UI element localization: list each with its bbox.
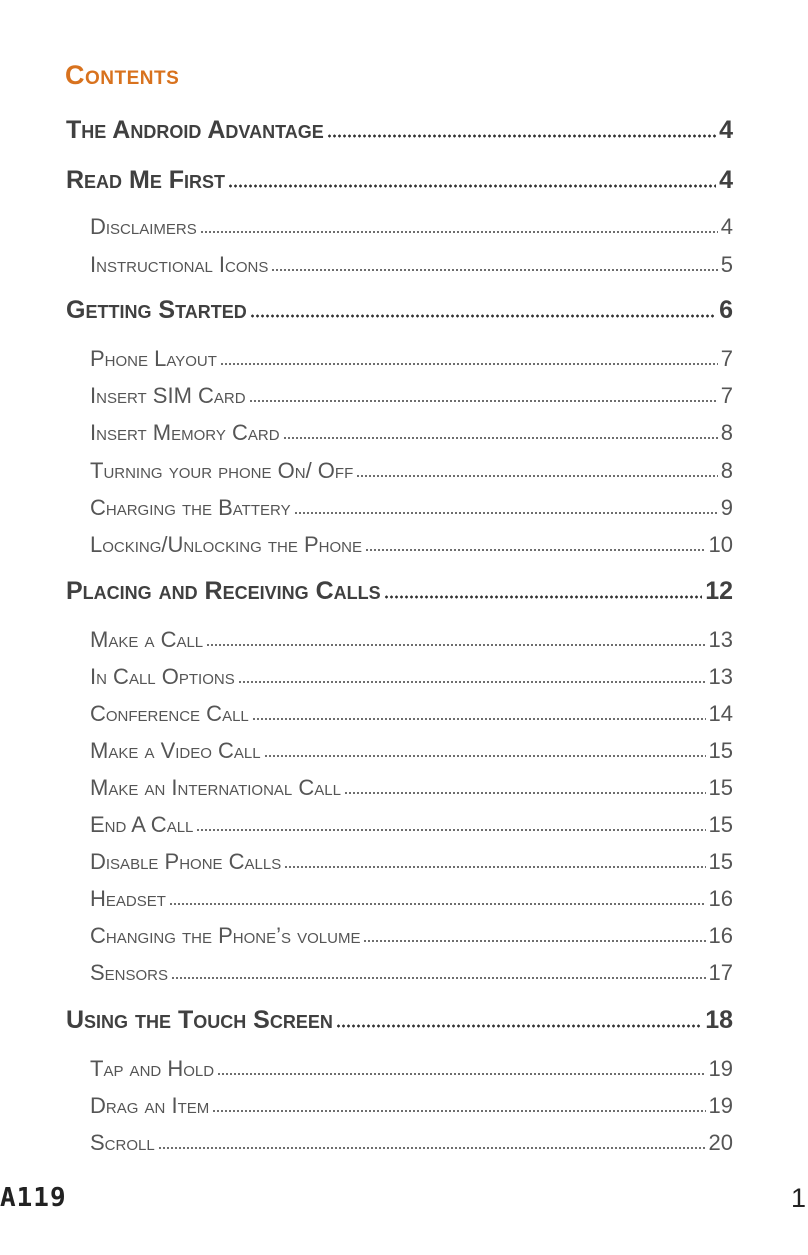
toc-entry-label: Disable Phone Calls: [90, 849, 282, 874]
toc-subsection-entry[interactable]: [90, 701, 733, 727]
dot-leader: [228, 184, 716, 188]
toc-entry-page-number: 4: [720, 214, 733, 239]
toc-entry-page-number: 8: [720, 458, 733, 483]
toc-entry-page-number: 15: [708, 775, 733, 800]
toc-entry-label: Conference Call: [90, 701, 249, 726]
toc-entry-label: Getting Started: [66, 296, 247, 324]
toc-entry-page-number: 19: [708, 1056, 733, 1081]
dot-leader: [171, 976, 705, 980]
toc-entry-label: Changing the Phone’s volume: [90, 923, 361, 948]
toc-subsection-entry[interactable]: [90, 1093, 733, 1119]
page-title: Contents: [65, 60, 180, 90]
dot-leader: [336, 1024, 702, 1028]
toc-entry-label: Insert SIM Card: [90, 383, 246, 408]
toc-subsection-entry[interactable]: [90, 495, 733, 521]
toc-entry-label: Headset: [90, 886, 166, 911]
dot-leader: [283, 436, 718, 440]
toc-entry-label: Drag an Item: [90, 1093, 210, 1118]
toc-subsection-entry[interactable]: [90, 738, 733, 764]
dot-leader: [327, 134, 716, 138]
toc-entry-label: Sensors: [90, 960, 169, 985]
toc-entry-page-number: 8: [720, 420, 733, 445]
toc-entry-page-number: 7: [720, 383, 733, 408]
toc-subsection-entry[interactable]: [90, 1130, 733, 1156]
toc-subsection-entry[interactable]: [90, 346, 733, 372]
dot-leader: [158, 1146, 706, 1150]
toc-entry-page-number: 16: [708, 886, 733, 911]
toc-subsection-entry[interactable]: [90, 252, 733, 278]
toc-entry-page-number: 4: [719, 116, 733, 144]
toc-entry-page-number: 7: [720, 346, 733, 371]
dot-leader: [217, 1072, 705, 1076]
toc-subsection-entry[interactable]: [90, 214, 733, 240]
toc-entry-label: Make an International Call: [90, 775, 341, 800]
toc-entry-page-number: 15: [708, 812, 733, 837]
toc-entry-label: Disclaimers: [90, 214, 197, 239]
toc-entry-label: Scroll: [90, 1130, 155, 1155]
dot-leader: [294, 511, 718, 515]
toc-subsection-entry[interactable]: [90, 664, 733, 690]
dot-leader: [264, 754, 706, 758]
toc-entry-label: Using the Touch Screen: [66, 1006, 333, 1034]
toc-entry-label: End A Call: [90, 812, 194, 837]
toc-subsection-entry[interactable]: [90, 812, 733, 838]
dot-leader: [212, 1109, 705, 1113]
toc-subsection-entry[interactable]: [90, 532, 733, 558]
toc-subsection-entry[interactable]: [90, 886, 733, 912]
toc-entry-page-number: 14: [708, 701, 733, 726]
toc-entry-page-number: 15: [708, 849, 733, 874]
toc-entry-label: Read Me First: [66, 166, 226, 194]
dot-leader: [363, 939, 705, 943]
toc-entry-page-number: 13: [708, 627, 733, 652]
toc-entry-page-number: 4: [719, 166, 733, 194]
toc-entry-page-number: 20: [708, 1130, 733, 1155]
dot-leader: [200, 230, 718, 234]
toc-entry-label: Make a Video Call: [90, 738, 261, 763]
toc-entry-page-number: 16: [708, 923, 733, 948]
dot-leader: [271, 268, 717, 272]
toc-entry-page-number: 12: [705, 577, 733, 605]
dot-leader: [284, 865, 705, 869]
toc-entry-label: Make a Call: [90, 627, 204, 652]
toc-entry-page-number: 17: [708, 960, 733, 985]
toc-subsection-entry[interactable]: [90, 1056, 733, 1082]
toc-entry-label: Insert Memory Card: [90, 420, 280, 445]
dot-leader: [238, 680, 706, 684]
toc-entry-label: Phone Layout: [90, 346, 217, 371]
dot-leader: [344, 791, 706, 795]
dot-leader: [169, 902, 706, 906]
model-name: A119: [0, 1183, 67, 1213]
toc-subsection-entry[interactable]: [90, 420, 733, 446]
dot-leader: [249, 399, 718, 403]
toc-subsection-entry[interactable]: [90, 627, 733, 653]
toc-subsection-entry[interactable]: [90, 923, 733, 949]
dot-leader: [356, 474, 718, 478]
dot-leader: [365, 548, 706, 552]
toc-entry-page-number: 13: [708, 664, 733, 689]
dot-leader: [196, 828, 705, 832]
dot-leader: [250, 314, 716, 318]
toc-entry-label: Placing and Receiving Calls: [66, 577, 381, 605]
dot-leader: [384, 595, 703, 599]
dot-leader: [206, 643, 705, 647]
dot-leader: [252, 717, 706, 721]
toc-subsection-entry[interactable]: [90, 960, 733, 986]
toc-subsection-entry[interactable]: [90, 775, 733, 801]
toc-entry-label: Turning your phone On/ Off: [90, 458, 354, 483]
toc-entry-page-number: 19: [708, 1093, 733, 1118]
toc-entry-page-number: 15: [708, 738, 733, 763]
toc-entry-label: Tap and Hold: [90, 1056, 215, 1081]
dot-leader: [220, 362, 718, 366]
toc-entry-page-number: 5: [720, 252, 733, 277]
toc-section-entry[interactable]: [66, 296, 733, 325]
toc-subsection-entry[interactable]: [90, 383, 733, 409]
toc-subsection-entry[interactable]: [90, 458, 733, 484]
page-number: 1: [790, 1183, 806, 1213]
toc-section-entry[interactable]: [66, 577, 733, 606]
toc-entry-label: Charging the Battery: [90, 495, 291, 520]
toc-entry-label: In Call Options: [90, 664, 235, 689]
toc-section-entry[interactable]: [66, 116, 733, 145]
toc-section-entry[interactable]: [66, 1006, 733, 1035]
toc-entry-page-number: 9: [720, 495, 733, 520]
toc-entry-label: Instructional Icons: [90, 252, 269, 277]
toc-entry-label: Locking/Unlocking the Phone: [90, 532, 362, 557]
toc-entry-page-number: 10: [708, 532, 733, 557]
toc-entry-page-number: 18: [705, 1006, 733, 1034]
toc-subsection-entry[interactable]: [90, 849, 733, 875]
toc-entry-page-number: 6: [719, 296, 733, 324]
toc-entry-label: The Android Advantage: [66, 116, 324, 144]
toc-section-entry[interactable]: [66, 166, 733, 195]
